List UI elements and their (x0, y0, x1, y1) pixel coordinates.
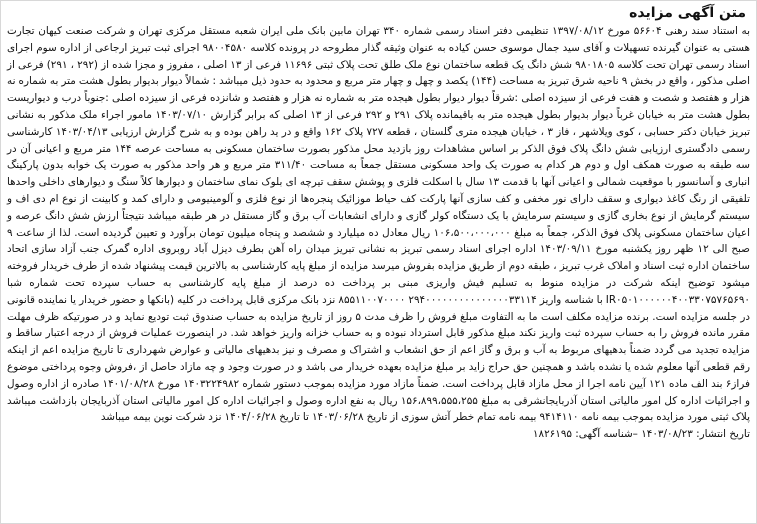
notice-body: به استناد سند رهنی ۵۶۶۰۴ مورخ ۱۳۹۷/۰۸/۱۲ تنظیمی دفتر اسناد رسمی شماره ۳۴۰ تهران مابین بانک ملی ایران شعبه مستقل مرکزی تهران و شرکت صنعت کیهان تجارت هستی به عنوان گیرنده تسهیلات و آقای سید جمال موسوی حسن کیاده به عنوان وثیقه گذار مطروحه در پرونده کلاسه ۹۸۰۰۴۵۸۰ اجرای ثبت تبریز ارجاعی از اداره سوم اجرای اسناد رسمی تهران تحت کلاسه ۹۸۰۱۸۰۵ شش دانگ یک قطعه ساختمان نوع ملک طلق تحت پلاک ثبتی ۱۱۶۹۶ فرعی از ۱۳ اصلی ، مفروز و مجزا شده از (۲۹۲ ، ۲۹۱) فرعی از اصلی مذکور ، واقع در بخش ۹ ناحیه شرق تبریز به مساحت (۱۴۴) یکصد و چهل و چهار متر مربع و محدود به حدود ذیل میباشد : شمالاً دیوار بدیوار بطول هشت متر به شماره نه هزار و هفتصد و شصت و هفت فرعی از سیزده اصلی :شرقاً دیوار دیوار بطول هیجده متر به شماره نه هزار و هفتصد و شانزده فرعی از سیزده اصلی :جنوباً درب و دیواریست بطول هشت متر به خیابان غرباً دیوار بدیوار بطول هیجده متر به باقیمانده پلاک ۲۹۱ و ۲۹۲ فرعی از ۱۳ اصلی که برابر گزارش ۱۴۰۳/۰۷/۱۰ مامور اجراء ملک مذکور به نشانی تبریز خیابان دکتر حسابی ، کوی ویلاشهر ، فاز ۳ ، خیابان هیجده متری گلستان ، قطعه ۷۲۷ پلاک ۱۶۲ واقع و در ید راهن بوده و به شرح گزارش ارزیابی ۱۴۰۳/۰۴/۱۳ کارشناسی رسمی دادگستری ارزیابی شش دانگ پلاک فوق الذکر بر اساس مشاهدات روز بازدید محل مذکور بصورت ساختمان مسکونی به مساحت عرصه ۱۴۴ متر مربع و اعیانی آن در سه طبقه به صورت همکف اول و دوم هر کدام به صورت یک واحد مسکونی مستقل جمعاً به مساحت ۳۱۱/۴۰ متر مربع و هر واحد مذکور به صورت یک خوابه بدون پارکینگ انباری و آسانسور با موقعیت شمالی و اعیانی آنها با قدمت ۱۳ سال با اسکلت فلزی و پوشش سقف تیرچه ای بلوک نمای ساختمان و دیوارها کلاً سنگ و دیوارهای داخلی واحدها تلفیقی از رنگ کاغذ دیواری و سقف دارای نور مخفی و کف سازی آنها پارکت کف حیاط موزائیک پنجره‌ها از نوع فلزی و آلومینیومی و دارای کمد و کابینت از نوع ام دی اف و سیستم گرمایش از نوع بخاری گازی و سیستم سرمایش با یک دستگاه کولر گازی و دارای انشعابات آب برق و گاز مستقل در هر طبقه میباشد نتیجتاً ارزش شش دانگ عرصه و اعیان ساختمان مسکونی پلاک فوق الذکر، جمعاً به مبلغ ۱۰۶،۵۰۰،۰۰۰،۰۰۰ ریال معادل ده میلیارد و ششصد و پنجاه میلیون تومان برآورد و تعیین گردیده است. لذا از ساعت ۹ صبح الی ۱۲ ظهر روز یکشنبه مورخ ۱۴۰۳/۰۹/۱۱ اداره اجرای اسناد رسمی تبریز به نشانی تبریز میدان راه آهن بطرف دیزل آباد روبروی اداره گمرک جنب آزاد سازی اتحاد ساختمان اداره ثبت اسناد و املاک غرب تبریز ، طبقه دوم از طریق مزایده بفروش میرسد مزایده از مبلغ پایه کارشناسی به بالاترین قیمت پیشنهاد شده از طرف خریدار فروخته میشود توضیح اینکه شرکت در مزایده منوط به تسلیم فیش واریزی مبنی بر پرداخت ده درصد از مبلغ پایه کارشناسی به حساب سپرده تحت شماره شبا IR۰۵۰۱۰۰۰۰۰۰۴۰۰۳۳۰۷۵۷۶۵۶۹۰ با شناسه واریز ۲۹۴۰۰۰۰۰۰۰۰۰۰۰۰۰۰۰۳۳۱۱۴ ۸۵۵۱۱۰۰۷۰۰۰۰ نزد بانک مرکزی قابل پرداخت در کلیه (بانکها و حضور خریدار یا نماینده قانونی در جلسه مزایده است. برنده مزایده مکلف است ما به التفاوت مبلغ فروش را ظرف مدت ۵ روز از تاریخ مزایده به حساب صندوق ثبت تودیع نماید و در صورتیکه ظرف مهلت مقرر مانده فروش را به حساب سپرده ثبت واریز نکند مبلغ مذکور قابل استرداد نبوده و به حساب خزانه واریز خواهد شد. در اینصورت عملیات فروش از درجه اعتبار ساقط و مزایده تجدید می گردد ضمناً بدهیهای مربوط به آب و برق و گاز اعم از حق انشعاب و اشتراک و مصرف و نیز بدهیهای مالیاتی و عوارض شهرداری تا تاریخ مزایده اعم از اینکه رقم قطعی آنها معلوم شده یا نشده باشد و همچنین حق حراج زاید بر مبلغ مزایده بعهده خریدار می باشد و در صورت وجود و چه مازاد حاصل از ،فروش وجوه پرداختی موضوع فراز۶ بند الف ماده ۱۲۱ آیین نامه اجرا از محل مازاد قابل پرداخت است. ضمناً مازاد مورد مزایده بموجب دستور شماره ۱۴۰۳۲۲۴۹۸۲ مورخ ۱۴۰۱/۰۸/۲۸ صادره از اداره وصول و اجرائیات اداره کل امور مالیاتی استان آذربایجانشرقی به مبلغ ۱۵۶،۸۹۹،۵۵۵،۲۵۵ ریال به نفع اداره وصول و اجرائیات اداره کل امور مالیاتی استان آذربایجان بازداشت میباشد پلاک ثبتی مورد مزایده بموجب بیمه نامه ۹۴۱۴۱۱۰ بیمه نامه تمام خطر آتش سوزی از تاریخ ۱۴۰۳/۰۶/۲۸ تا تاریخ ۱۴۰۴/۰۶/۲۸ نزد شرکت نوین بیمه میباشد (7, 25, 751, 424)
notice-title: متن آگهی مزایده (629, 5, 746, 21)
notice-footer: تاریخ انتشار: ۱۴۰۳/۰۸/۲۳ –شناسه آگهی: ۱۸۲۶۱۹۵ (532, 428, 750, 441)
